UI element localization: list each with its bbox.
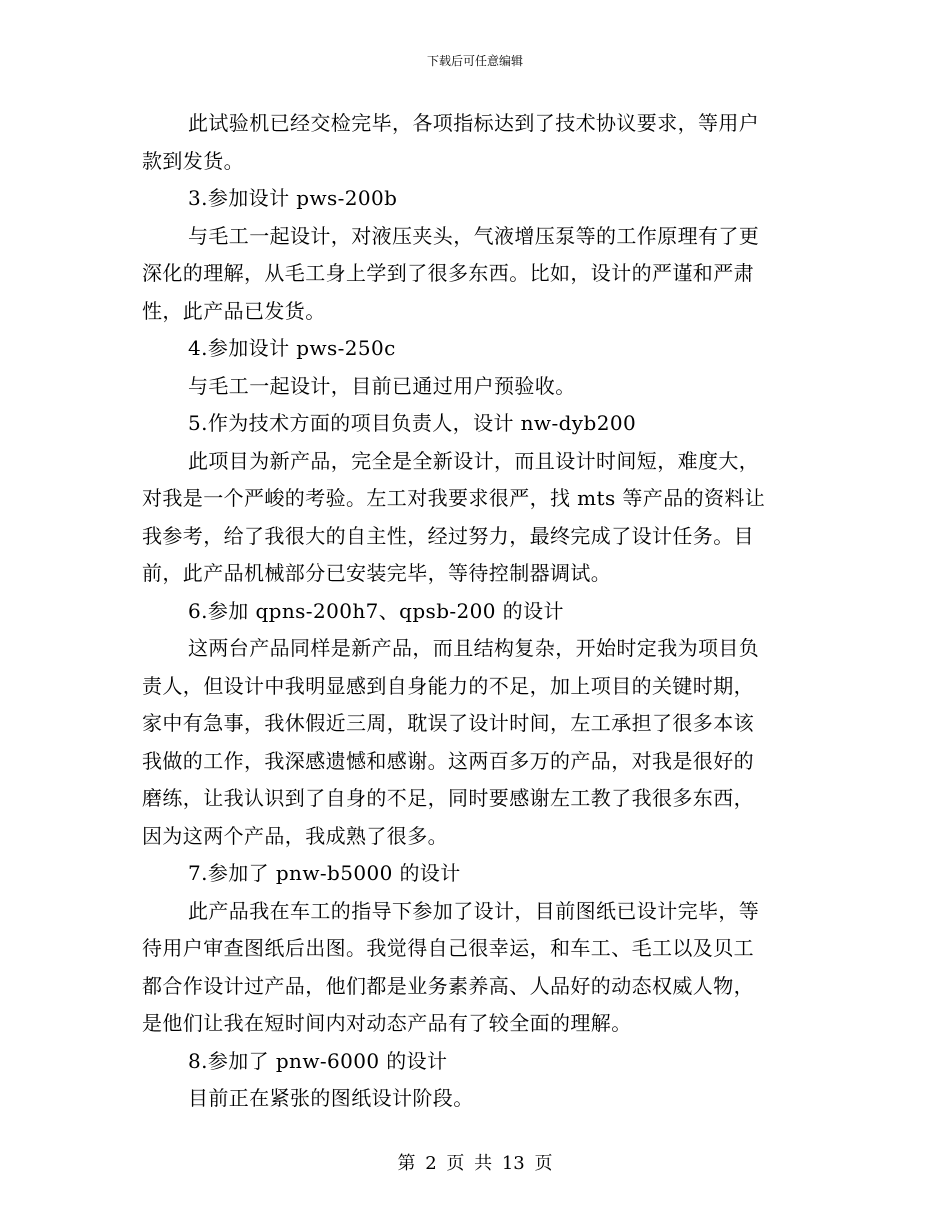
text-line: 我参考，给了我很大的自主性，经过努力，最终完成了设计任务。目 (142, 523, 754, 548)
text-line: 5.作为技术方面的项目负责人，设计 nw-dyb200 (188, 411, 637, 435)
text-line: 此产品我在车工的指导下参加了设计，目前图纸已设计完毕，等 (188, 898, 760, 923)
text-line: 6.参加 qpns-200h7、qpsb-200 的设计 (188, 598, 564, 623)
text-line: 4.参加设计 pws-250c (188, 336, 396, 360)
text-line: 我做的工作，我深感遗憾和感谢。这两百多万的产品，对我是很好的 (142, 748, 754, 773)
text-line: 这两台产品同样是新产品，而且结构复杂，开始时定我为项目负 (188, 636, 760, 660)
text-line: 责人，但设计中我明显感到自身能力的不足，加上项目的关键时期， (142, 673, 754, 698)
text-line: 都合作设计过产品，他们都是业务素养高、人品好的动态权威人物， (142, 973, 754, 998)
text-line: 前，此产品机械部分已安装完毕，等待控制器调试。 (142, 561, 612, 585)
text-line: 家中有急事，我休假近三周，耽误了设计时间，左工承担了很多本该 (142, 711, 754, 735)
text-line: 8.参加了 pnw-6000 的设计 (188, 1048, 448, 1073)
text-line: 是他们让我在短时间内对动态产品有了较全面的理解。 (142, 1011, 632, 1035)
text-line: 深化的理解，从毛工身上学到了很多东西。比如，设计的严谨和严肃 (142, 261, 754, 285)
page-header: 下载后可任意编辑 (426, 54, 523, 68)
text-line: 与毛工一起设计，目前已通过用户预验收。 (188, 373, 576, 398)
text-line: 磨练，让我认识到了自身的不足，同时要感谢左工教了我很多东西， (142, 786, 754, 810)
text-line: 因为这两个产品，我成熟了很多。 (142, 823, 448, 848)
text-line: 对我是一个严峻的考验。左工对我要求很严，找 mts 等产品的资料让 (142, 486, 766, 510)
text-line: 3.参加设计 pws-200b (188, 186, 398, 210)
text-line: 此试验机已经交检完毕，各项指标达到了技术协议要求，等用户 (188, 111, 760, 135)
text-line: 与毛工一起设计，对液压夹头，气液增压泵等的工作原理有了更 (188, 223, 760, 248)
text-line: 款到发货。 (142, 148, 244, 173)
page-number-footer: 第 2 页 共 13 页 (397, 1153, 553, 1174)
text-line: 性，此产品已发货。 (142, 298, 326, 323)
text-line: 此项目为新产品，完全是全新设计，而且设计时间短，难度大， (188, 448, 760, 473)
document-body (142, 105, 808, 1118)
text-line: 7.参加了 pnw-b5000 的设计 (188, 861, 461, 885)
text-line: 目前正在紧张的图纸设计阶段。 (188, 1086, 474, 1110)
text-line: 待用户审查图纸后出图。我觉得自己很幸运，和车工、毛工以及贝工 (142, 936, 754, 960)
